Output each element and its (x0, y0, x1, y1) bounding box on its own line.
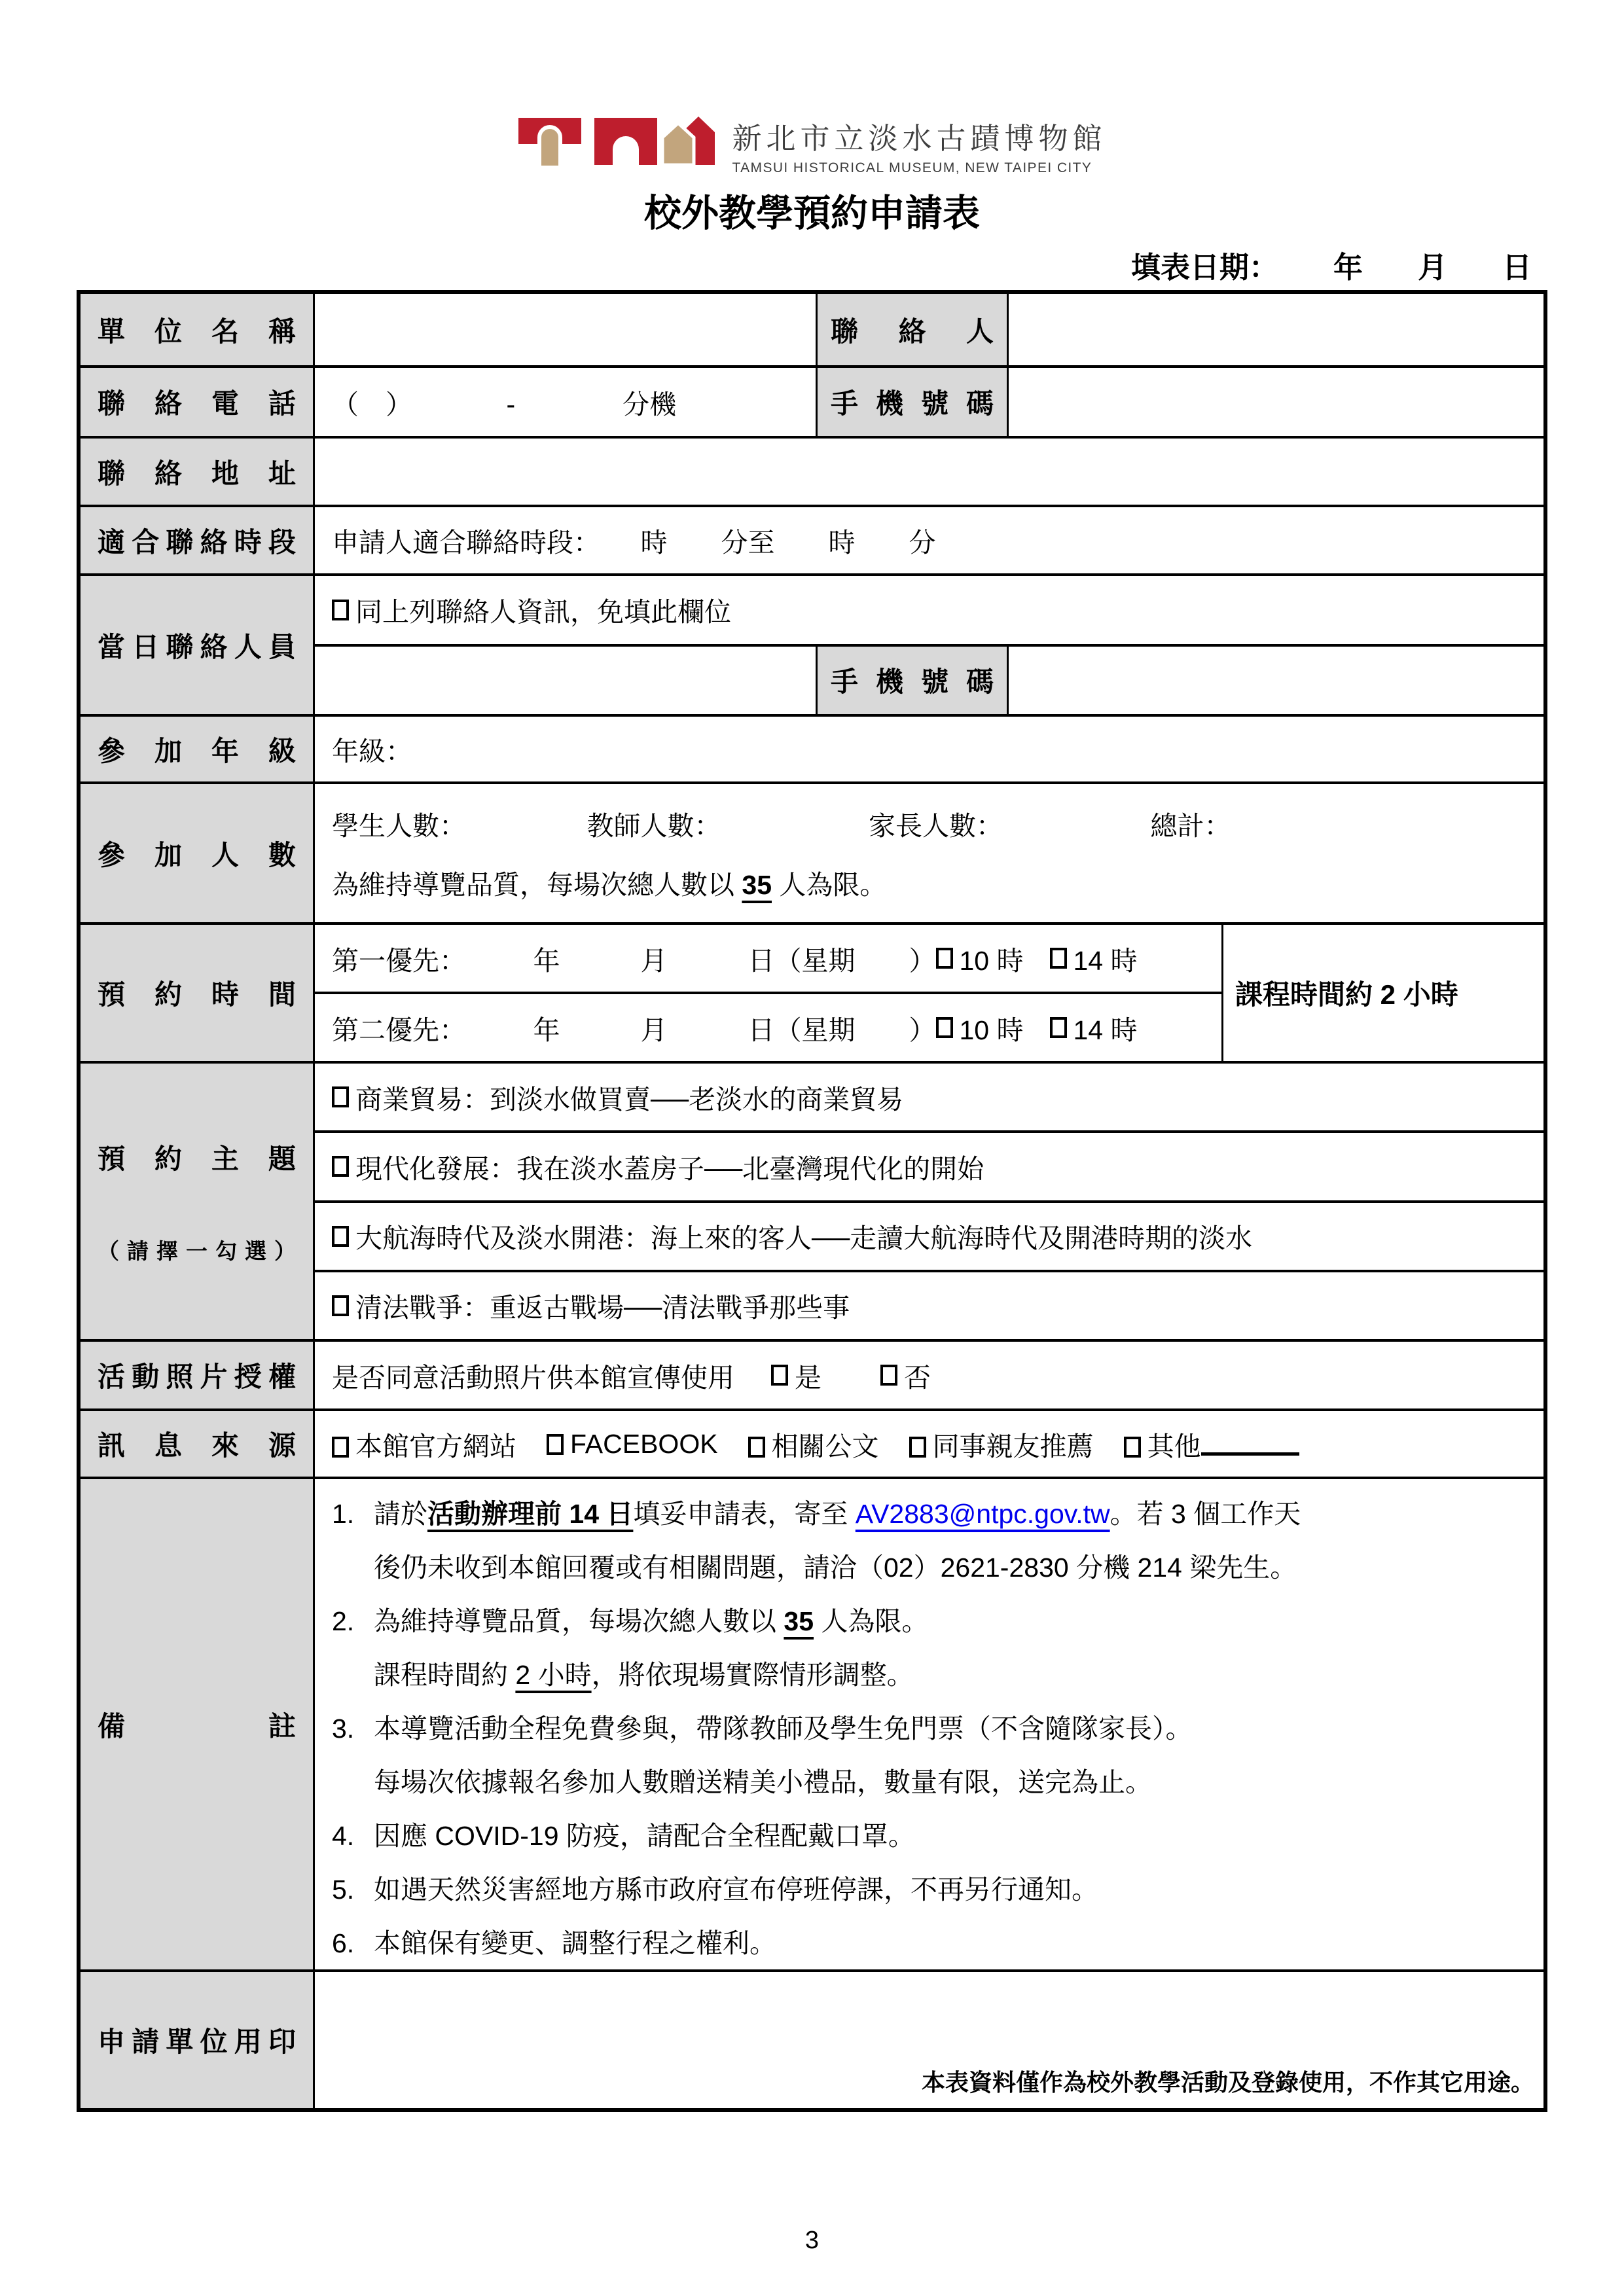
participants-label-cell (81, 784, 315, 922)
theme-choose-note: （請擇一勾選） (98, 1239, 296, 1263)
note-6-text: 本館保有變更、調整行程之權利。 (374, 1928, 776, 1958)
source-option-facebook (547, 1429, 718, 1460)
duration-note: 課程時間約 2 小時 (1235, 979, 1458, 1010)
theme-sino-french-war-label: 清法戰爭：重返古戰場──清法戰爭那些事 (355, 1293, 850, 1323)
row-notes (81, 1477, 1543, 1969)
form-title: 校外教學預約申請表 (644, 192, 980, 234)
source-other-blank-line (1201, 1426, 1299, 1456)
museum-logo-text (732, 115, 1106, 176)
unit-name-label: 單位名稱 (98, 315, 296, 347)
info-source-value-cell (315, 1411, 1543, 1477)
grade-label-cell (81, 717, 315, 781)
second-slot-10-label: 10 時 (959, 1014, 1024, 1045)
note-item-3-line-2: 每場次依據報名參加人數贈送精美小禮品，數量有限，送完為止。 (374, 1767, 1152, 1797)
museum-logo (0, 113, 1624, 178)
source-other-label: 其他 (1147, 1431, 1201, 1462)
museum-logo-mark-icon (517, 113, 715, 178)
source-option-official-doc (748, 1425, 879, 1463)
row-contact-time (81, 505, 1543, 573)
limit-suffix: 人為限。 (772, 870, 887, 900)
contact-time-value-cell (315, 507, 1543, 573)
first-slot-14-checkbox (1050, 948, 1067, 969)
grade-text: 年級： (332, 736, 412, 766)
theme-age-of-sail-checkbox (332, 1226, 349, 1247)
note-2-seg-c: 人為限。 (814, 1606, 929, 1636)
duration-note-cell (1221, 925, 1543, 1061)
photo-auth-question: 是否同意活動照片供本館宣傳使用 (332, 1362, 734, 1393)
limit-prefix: 為維持導覽品質，每場次總人數以 (332, 870, 742, 900)
day-contact-name-cell (315, 647, 816, 715)
grade-value-cell (315, 717, 1543, 781)
theme-modernization-label: 現代化發展：我在淡水蓋房子──北臺灣現代化的開始 (355, 1153, 984, 1184)
source-website-checkbox (332, 1437, 349, 1458)
note-item-1-line-2: 後仍未收到本館回覆或有相關問題，請洽（02）2621-2830 分機 214 梁先生。 (374, 1552, 1297, 1583)
application-form-table (77, 290, 1547, 2112)
same-as-above-label: 同上列聯絡人資訊，免填此欄位 (355, 597, 731, 628)
date-day-label: 日 (1502, 251, 1532, 284)
notes-label: 備註 (98, 1710, 296, 1742)
limit-number: 35 (742, 870, 772, 900)
contact-address-label-cell (81, 439, 315, 505)
contact-phone-label-cell (81, 368, 315, 436)
source-option-referral (909, 1425, 1094, 1463)
first-priority-row (315, 925, 1221, 992)
unit-name-value-cell (315, 294, 816, 365)
note-2-seg-a: 為維持導覽品質，每場次總人數以 (374, 1606, 784, 1636)
note-4-text: 因應 COVID-19 防疫，請配合全程配戴口罩。 (374, 1821, 915, 1851)
contact-address-value-cell (315, 439, 1543, 505)
day-contact-label-cell (81, 576, 315, 714)
same-as-above-checkbox (332, 600, 349, 620)
source-facebook-label: FACEBOOK (570, 1428, 718, 1459)
seal-usage-note: 本表資料僅作為校外教學活動及登錄使用，不作其它用途。 (921, 2069, 1534, 2096)
source-referral-checkbox (909, 1437, 926, 1458)
source-other-checkbox (1124, 1437, 1141, 1458)
note-item-2 (332, 1594, 1526, 1648)
mobile-label-cell (816, 368, 1009, 436)
first-priority-text: 第一優先： 年 月 日（星期 ） (332, 945, 936, 976)
source-option-other (1124, 1425, 1299, 1463)
row-day-contact (81, 573, 1543, 714)
reserve-theme-label-cell (81, 1064, 315, 1339)
source-official-doc-checkbox (748, 1437, 765, 1458)
seal-label-cell (81, 1972, 315, 2108)
note-item-2-line-2 (332, 1648, 1526, 1702)
note-1-seg-c: 填妥申請表，寄至 (633, 1499, 856, 1529)
second-slot-14-checkbox (1050, 1017, 1067, 1038)
row-unit-name (81, 294, 1543, 365)
contact-person-label-cell (816, 294, 1009, 365)
seal-label: 申請單位用印 (98, 2026, 296, 2057)
second-slot-14-label: 14 時 (1073, 1014, 1138, 1045)
row-participants (81, 781, 1543, 922)
contact-phone-label: 聯絡電話 (98, 388, 296, 419)
mobile-value-cell (1009, 368, 1543, 436)
second-slot-10-checkbox (936, 1017, 953, 1038)
reserve-time-label: 預約時間 (98, 979, 296, 1010)
email-link[interactable]: AV2883@ntpc.gov.tw (855, 1499, 1110, 1529)
day-mobile-label-cell (816, 647, 1009, 715)
second-priority-text: 第二優先： 年 月 日（星期 ） (332, 1014, 936, 1045)
note-1-deadline: 活動辦理前 14 日 (427, 1499, 634, 1529)
seal-area-cell (315, 1972, 1543, 2108)
fill-date-label: 填表日期： (1130, 251, 1278, 284)
contact-address-label: 聯絡地址 (98, 457, 296, 489)
photo-auth-label: 活動照片授權 (98, 1361, 296, 1392)
theme-modernization-checkbox (332, 1156, 349, 1177)
note-2-text (374, 1594, 1526, 1648)
row-contact-phone (81, 365, 1543, 436)
theme-option-age-of-sail (315, 1200, 1543, 1270)
note-2-limit-number: 35 (784, 1606, 814, 1636)
first-slot-10-label: 10 時 (959, 945, 1024, 976)
note-6-number: 6. (332, 1928, 355, 1958)
contact-time-label-cell (81, 507, 315, 573)
note-2-number: 2. (332, 1606, 355, 1636)
contact-time-label: 適合聯絡時段 (98, 526, 296, 558)
notes-content (315, 1479, 1543, 1969)
row-photo-auth (81, 1339, 1543, 1408)
row-reserve-theme (81, 1061, 1543, 1339)
photo-no-label: 否 (904, 1362, 931, 1393)
day-contact-label: 當日聯絡人員 (98, 631, 296, 662)
row-contact-address (81, 436, 1543, 505)
contact-person-value-cell (1009, 294, 1543, 365)
source-option-website (332, 1425, 516, 1463)
info-source-label: 訊息來源 (98, 1430, 296, 1461)
date-month-label: 月 (1417, 251, 1447, 284)
participants-limit-line (332, 863, 886, 902)
info-source-label-cell (81, 1411, 315, 1477)
theme-option-sino-french-war (315, 1270, 1543, 1339)
row-grade (81, 714, 1543, 781)
museum-name-en: TAMSUI HISTORICAL MUSEUM, NEW TAIPEI CITY (732, 160, 1092, 175)
reserve-theme-label: 預約主題 (98, 1143, 296, 1174)
reserve-time-label-cell (81, 925, 315, 1061)
second-priority-row (315, 992, 1221, 1061)
photo-yes-label: 是 (795, 1362, 821, 1393)
source-referral-label: 同事親友推薦 (932, 1431, 1094, 1462)
note-1-seg-a: 請於 (374, 1499, 427, 1529)
day-mobile-label: 手機號碼 (831, 666, 994, 698)
first-slot-14-label: 14 時 (1073, 945, 1138, 976)
contact-time-text: 申請人適合聯絡時段： 時 分至 時 分 (332, 528, 936, 558)
day-contact-detail-row (315, 644, 1543, 715)
date-year-label: 年 (1333, 251, 1363, 284)
row-info-source (81, 1408, 1543, 1477)
theme-trade-label: 商業貿易：到淡水做買賣──老淡水的商業貿易 (355, 1084, 904, 1115)
theme-sino-french-war-checkbox (332, 1295, 349, 1316)
row-seal (81, 1969, 1543, 2108)
note-2-duration: 2 小時 (515, 1660, 592, 1690)
museum-name-zh: 新北市立淡水古蹟博物館 (732, 122, 1107, 155)
source-facebook-checkbox (547, 1434, 564, 1455)
theme-option-modernization (315, 1130, 1543, 1200)
note-item-3 (332, 1702, 1526, 1755)
fill-date-line (1131, 243, 1532, 286)
page-number: 3 (804, 2227, 820, 2254)
day-contact-stack (315, 576, 1543, 714)
theme-options-stack (315, 1064, 1543, 1339)
grade-label: 參加年級 (98, 735, 296, 766)
note-3-text: 本導覽活動全程免費參與，帶隊教師及學生免門票（不含隨隊家長）。 (374, 1713, 1193, 1744)
participants-value-cell (315, 784, 1543, 922)
notes-label-cell (81, 1479, 315, 1969)
note-1-number: 1. (332, 1499, 355, 1529)
same-as-above-row (315, 576, 1543, 644)
participants-label: 參加人數 (98, 839, 296, 870)
unit-name-label-cell (81, 294, 315, 365)
theme-option-trade (315, 1064, 1543, 1130)
note-item-5 (332, 1863, 1526, 1916)
note-2-seg-d: 課程時間約 (374, 1660, 516, 1690)
mobile-label: 手機號碼 (831, 388, 994, 419)
reserve-time-stack (315, 925, 1221, 1061)
note-item-1 (332, 1487, 1526, 1541)
photo-auth-label-cell (81, 1342, 315, 1408)
note-1-seg-e: 。若 3 個工作天 (1110, 1499, 1301, 1529)
theme-age-of-sail-label: 大航海時代及淡水開港：海上來的客人──走讀大航海時代及開港時期的淡水 (355, 1223, 1253, 1254)
phone-format-text: （ ） - 分機 (332, 389, 677, 420)
row-reserve-time (81, 922, 1543, 1061)
photo-yes-checkbox (771, 1365, 788, 1386)
note-5-text: 如遇天然災害經地方縣市政府宣布停班停課，不再另行通知。 (374, 1874, 1098, 1905)
theme-trade-checkbox (332, 1086, 349, 1107)
source-official-doc-label: 相關公文 (771, 1431, 879, 1462)
note-4-number: 4. (332, 1821, 355, 1851)
photo-auth-value-cell (315, 1342, 1543, 1408)
participants-line: 學生人數： 教師人數： 家長人數： 總計： (332, 811, 1231, 841)
note-1-text (374, 1487, 1526, 1541)
day-mobile-value-cell (1009, 647, 1543, 715)
note-item-6 (332, 1916, 1526, 1970)
contact-person-label: 聯絡人 (831, 315, 994, 347)
note-5-number: 5. (332, 1874, 355, 1905)
phone-format-cell (315, 368, 816, 436)
note-item-4 (332, 1809, 1526, 1863)
photo-no-checkbox (880, 1365, 897, 1386)
first-slot-10-checkbox (936, 948, 953, 969)
source-website-label: 本館官方網站 (355, 1431, 516, 1462)
note-2-seg-f: ，將依現場實際情形調整。 (591, 1660, 914, 1690)
note-3-number: 3. (332, 1713, 355, 1744)
